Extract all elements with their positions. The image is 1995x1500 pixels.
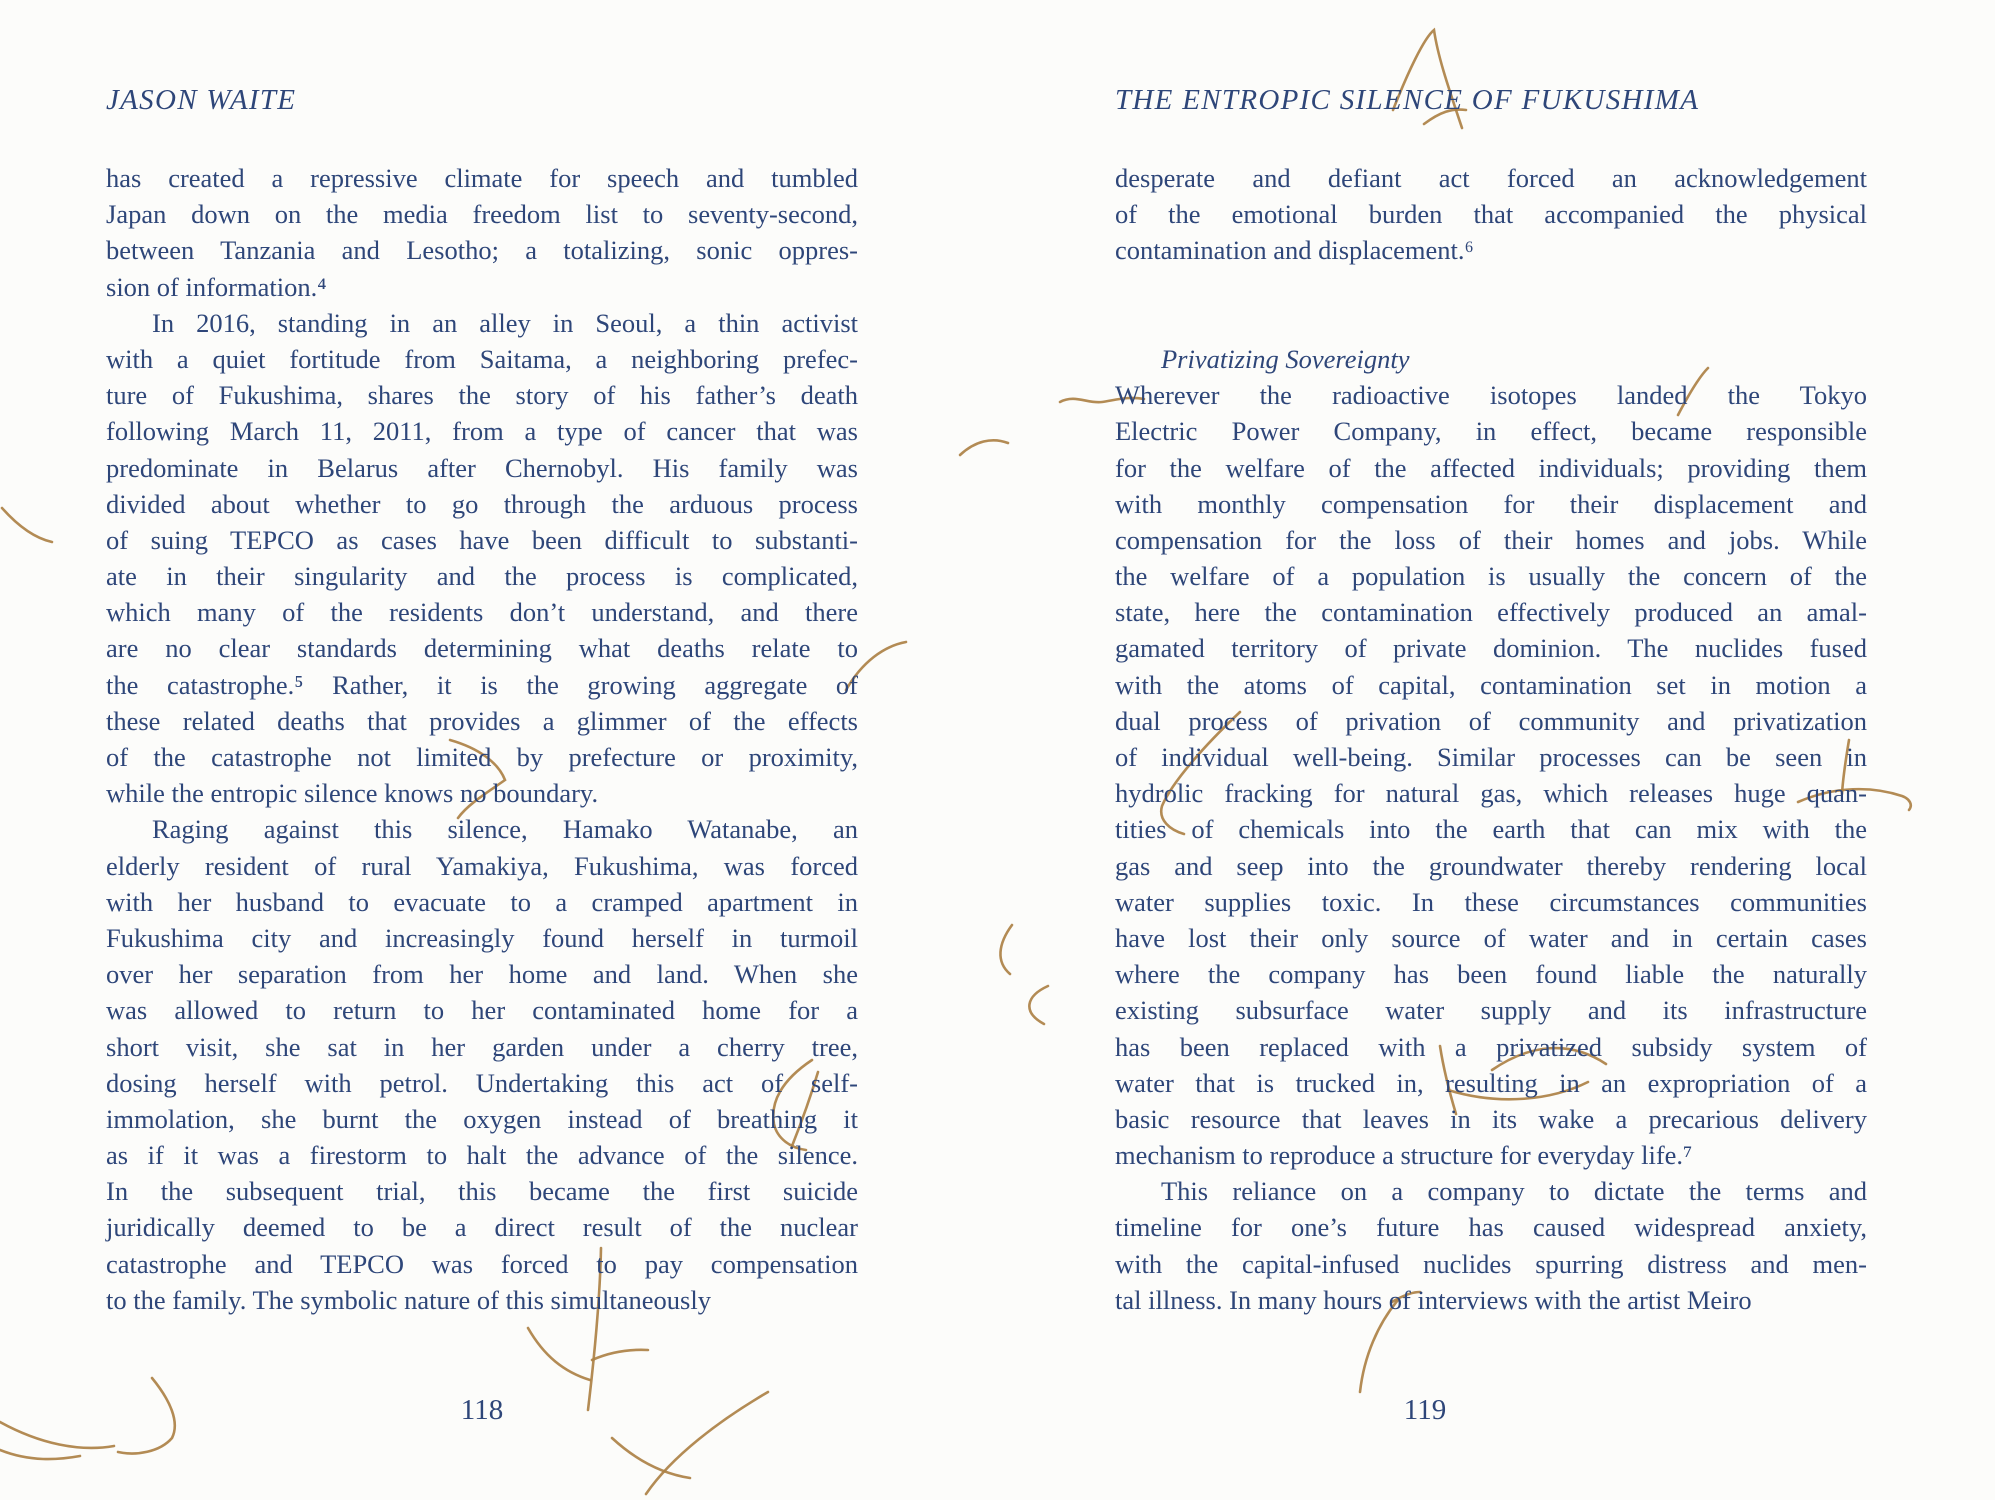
hair-mark-gutter-arc-2 xyxy=(1029,986,1048,1024)
page-number-left: 118 xyxy=(460,1394,504,1426)
text-line: the catastrophe.⁵ Rather, it is the growing aggregate of xyxy=(106,669,858,700)
text-line: have lost their only source of water and in certain cases xyxy=(1115,922,1867,953)
text-line: water that is trucked in, resulting in an expropriation of a xyxy=(1115,1067,1867,1098)
text-line: timeline for one’s future has caused widespread anxiety, xyxy=(1115,1212,1867,1243)
text-line: catastrophe and TEPCO was forced to pay compensation xyxy=(106,1248,858,1279)
text-line: This reliance on a company to dictate the terms and xyxy=(1161,1176,1867,1207)
text-line: divided about whether to go through the arduous process xyxy=(106,488,858,519)
hair-mark-gutter-arc-1 xyxy=(1000,925,1012,974)
text-line: Privatizing Sovereignty xyxy=(1161,343,1410,374)
text-line: basic resource that leaves in its wake a precarious delivery xyxy=(1115,1103,1867,1134)
text-line: tal illness. In many hours of interviews with the artist Meiro xyxy=(1115,1284,1752,1315)
right-page-text-column xyxy=(1115,160,1867,1318)
hair-mark-bottom-center-arc xyxy=(612,1438,690,1478)
text-line: has created a repressive climate for speech and tumbled xyxy=(106,163,858,193)
blank-line xyxy=(1115,269,1867,305)
text-line: hydrolic fracking for natural gas, which releases huge quan- xyxy=(1115,778,1867,809)
page-number-right: 119 xyxy=(1403,1394,1447,1426)
text-line: following March 11, 2011, from a type of cancer that was xyxy=(106,416,858,447)
text-line: sion of information.⁴ xyxy=(106,271,327,302)
hair-mark-bottom-left-sweep-2 xyxy=(0,1450,80,1459)
text-line: Wherever the radioactive isotopes landed the Tokyo xyxy=(1115,380,1867,411)
text-line: to the family. The symbolic nature of this simultaneously xyxy=(106,1284,711,1315)
text-line: dual process of privation of community and privatization xyxy=(1115,705,1867,736)
text-line: ate in their singularity and the process is complicated, xyxy=(106,561,858,592)
text-line: of the emotional burden that accompanied the physical xyxy=(1115,199,1867,230)
left-page-text-column xyxy=(106,160,858,1318)
text-line: Japan down on the media freedom list to seventy-second, xyxy=(106,199,858,230)
text-line: of the catastrophe not limited by prefecture or proximity, xyxy=(106,742,858,772)
text-line: immolation, she burnt the oxygen instead of breathing it xyxy=(106,1103,858,1134)
text-line: of suing TEPCO as cases have been difficult to substanti- xyxy=(106,524,858,555)
text-line: Raging against this silence, Hamako Watanabe, an xyxy=(152,814,858,845)
text-line: tities of chemicals into the earth that can mix with the xyxy=(1115,814,1867,845)
text-line: with the atoms of capital, contamination set in motion a xyxy=(1115,669,1867,700)
text-line: for the welfare of the affected individuals; providing them xyxy=(1115,452,1867,483)
text-line: the welfare of a population is usually the concern of the xyxy=(1115,561,1867,592)
text-line: Electric Power Company, in effect, became responsible xyxy=(1115,416,1867,447)
hair-mark-left-margin xyxy=(2,508,52,542)
text-line: which many of the residents don’t understand, and there xyxy=(106,597,858,628)
text-line: gamated territory of private dominion. The nuclides fused xyxy=(1115,633,1867,664)
blank-line xyxy=(1115,305,1867,341)
running-header-author: JASON WAITE xyxy=(106,84,297,116)
text-line: with her husband to evacuate to a cramped apartment in xyxy=(106,886,858,917)
text-line: with a quiet fortitude from Saitama, a neighboring prefec- xyxy=(106,343,858,374)
text-line: state, here the contamination effectively produced an amal- xyxy=(1115,597,1867,628)
text-line: was allowed to return to her contaminated home for a xyxy=(106,995,858,1026)
text-line: juridically deemed to be a direct result of the nuclear xyxy=(106,1212,858,1243)
text-line: ture of Fukushima, shares the story of his father’s death xyxy=(106,380,858,411)
text-line: has been replaced with a privatized subsidy system of xyxy=(1115,1031,1867,1062)
text-line: contamination and displacement.⁶ xyxy=(1115,235,1474,266)
running-header-title: THE ENTROPIC SILENCE OF FUKUSHIMA xyxy=(1115,84,1700,116)
text-line: where the company has been found liable the naturally xyxy=(1115,959,1867,990)
text-line: as if it was a firestorm to halt the advance of the silence. xyxy=(106,1140,858,1171)
text-line: water supplies toxic. In these circumstances communities xyxy=(1115,886,1867,917)
text-line: short visit, she sat in her garden under a cherry tree, xyxy=(106,1031,858,1062)
hair-mark-gutter-top xyxy=(960,440,1008,455)
text-line: are no clear standards determining what deaths relate to xyxy=(106,633,858,664)
text-line: In 2016, standing in an alley in Seoul, a thin activist xyxy=(152,307,858,338)
text-line: mechanism to reproduce a structure for everyday life.⁷ xyxy=(1115,1140,1693,1171)
text-line: desperate and defiant act forced an acknowledgement xyxy=(1115,163,1867,193)
text-line: with monthly compensation for their displacement and xyxy=(1115,488,1867,519)
hair-mark-of-this-arc xyxy=(528,1328,590,1380)
text-line: between Tanzania and Lesotho; a totalizing, sonic oppres- xyxy=(106,235,858,266)
text-line: predominate in Belarus after Chernobyl. His family was xyxy=(106,452,858,483)
text-line: existing subsurface water supply and its infrastructure xyxy=(1115,995,1867,1026)
text-line: In the subsequent trial, this became the first suicide xyxy=(106,1176,858,1207)
text-line: compensation for the loss of their homes and jobs. While xyxy=(1115,524,1867,555)
text-line: gas and seep into the groundwater thereby rendering local xyxy=(1115,850,1867,881)
text-line: elderly resident of rural Yamakiya, Fukushima, was forced xyxy=(106,850,858,881)
text-line: with the capital-infused nuclides spurring distress and men- xyxy=(1115,1248,1867,1279)
text-line: dosing herself with petrol. Undertaking this act of self- xyxy=(106,1067,858,1098)
text-line: over her separation from her home and land. When she xyxy=(106,959,858,990)
text-line: these related deaths that provides a glimmer of the effects xyxy=(106,705,858,736)
hair-mark-bottom-left-sweep-1 xyxy=(0,1422,114,1448)
text-line: while the entropic silence knows no boundary. xyxy=(106,778,599,809)
text-line: of individual well-being. Similar processes can be seen in xyxy=(1115,742,1867,772)
text-line: Fukushima city and increasingly found herself in turmoil xyxy=(106,922,858,953)
hair-mark-of-this-fork xyxy=(592,1350,648,1360)
